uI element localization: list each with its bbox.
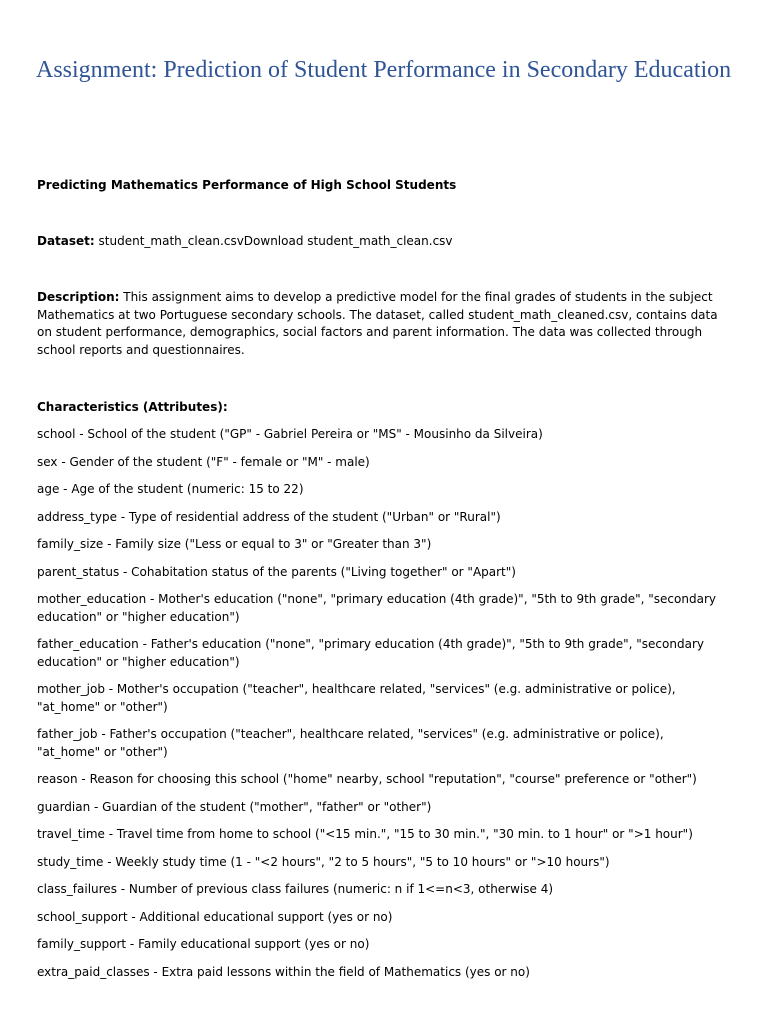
description-label: Description: [37, 290, 120, 304]
dataset-line [37, 233, 727, 251]
page-title: Assignment: Prediction of Student Performance in Secondary Education [36, 57, 732, 83]
characteristics-heading: Characteristics (Attributes): [37, 400, 228, 414]
attribute-item: father_education - Father's education ("none", "primary education (4th grade)", "5th to 9th grade", "secondary education" or "higher education") [37, 637, 704, 669]
dataset-value: student_math_clean.csvDownload student_math_clean.csv [94, 234, 453, 248]
attribute-item: age - Age of the student (numeric: 15 to 22) [37, 482, 304, 496]
attribute-item: travel_time - Travel time from home to school ("<15 min.", "15 to 30 min.", "30 min. to 1 hour" or ">1 hour") [37, 827, 693, 841]
description-text: This assignment aims to develop a predictive model for the final grades of students in the subject Mathematics at two Portuguese secondary schools. The dataset, called student_math_cleaned.csv, contains data on student performance, demographics, social factors and parent information. The data was collected through school reports and questionnaires. [37, 290, 718, 357]
attribute-item: extra_paid_classes - Extra paid lessons within the field of Mathematics (yes or no) [37, 964, 530, 979]
attribute-item: reason - Reason for choosing this school ("home" nearby, school "reputation", "course" preference or "other") [37, 772, 697, 786]
attribute-item: sex - Gender of the student ("F" - female or "M" - male) [37, 454, 370, 469]
subheading: Predicting Mathematics Performance of High School Students [37, 178, 457, 192]
description-paragraph [37, 289, 727, 359]
attribute-item: father_job - Father's occupation ("teacher", healthcare related, "services" (e.g. administrative or police), "at_home" or "other") [37, 727, 664, 759]
attribute-item: school - School of the student ("GP" - Gabriel Pereira or "MS" - Mousinho da Silveira) [37, 427, 543, 441]
dataset-label: Dataset: [37, 234, 95, 248]
attribute-item: guardian - Guardian of the student ("mother", "father" or "other") [37, 799, 432, 814]
attribute-item: address_type - Type of residential address of the student ("Urban" or "Rural") [37, 509, 501, 524]
attribute-item: study_time - Weekly study time (1 - "<2 hours", "2 to 5 hours", "5 to 10 hours" or ">10 hours") [37, 854, 610, 869]
attribute-list [37, 426, 727, 991]
attribute-item: family_size - Family size ("Less or equal to 3" or "Greater than 3") [37, 537, 432, 551]
attribute-item: parent_status - Cohabitation status of the parents ("Living together" or "Apart") [37, 564, 516, 579]
attribute-item: class_failures - Number of previous class failures (numeric: n if 1<=n<3, otherwise 4) [37, 882, 554, 896]
attribute-item: school_support - Additional educational support (yes or no) [37, 909, 393, 924]
attribute-item: mother_education - Mother's education ("none", "primary education (4th grade)", "5th to 9th grade", "secondary education" or "higher education") [37, 592, 716, 624]
attribute-item: family_support - Family educational support (yes or no) [37, 937, 370, 951]
attribute-item: mother_job - Mother's occupation ("teacher", healthcare related, "services" (e.g. administrative or police), "at_home" or "other") [37, 682, 676, 714]
